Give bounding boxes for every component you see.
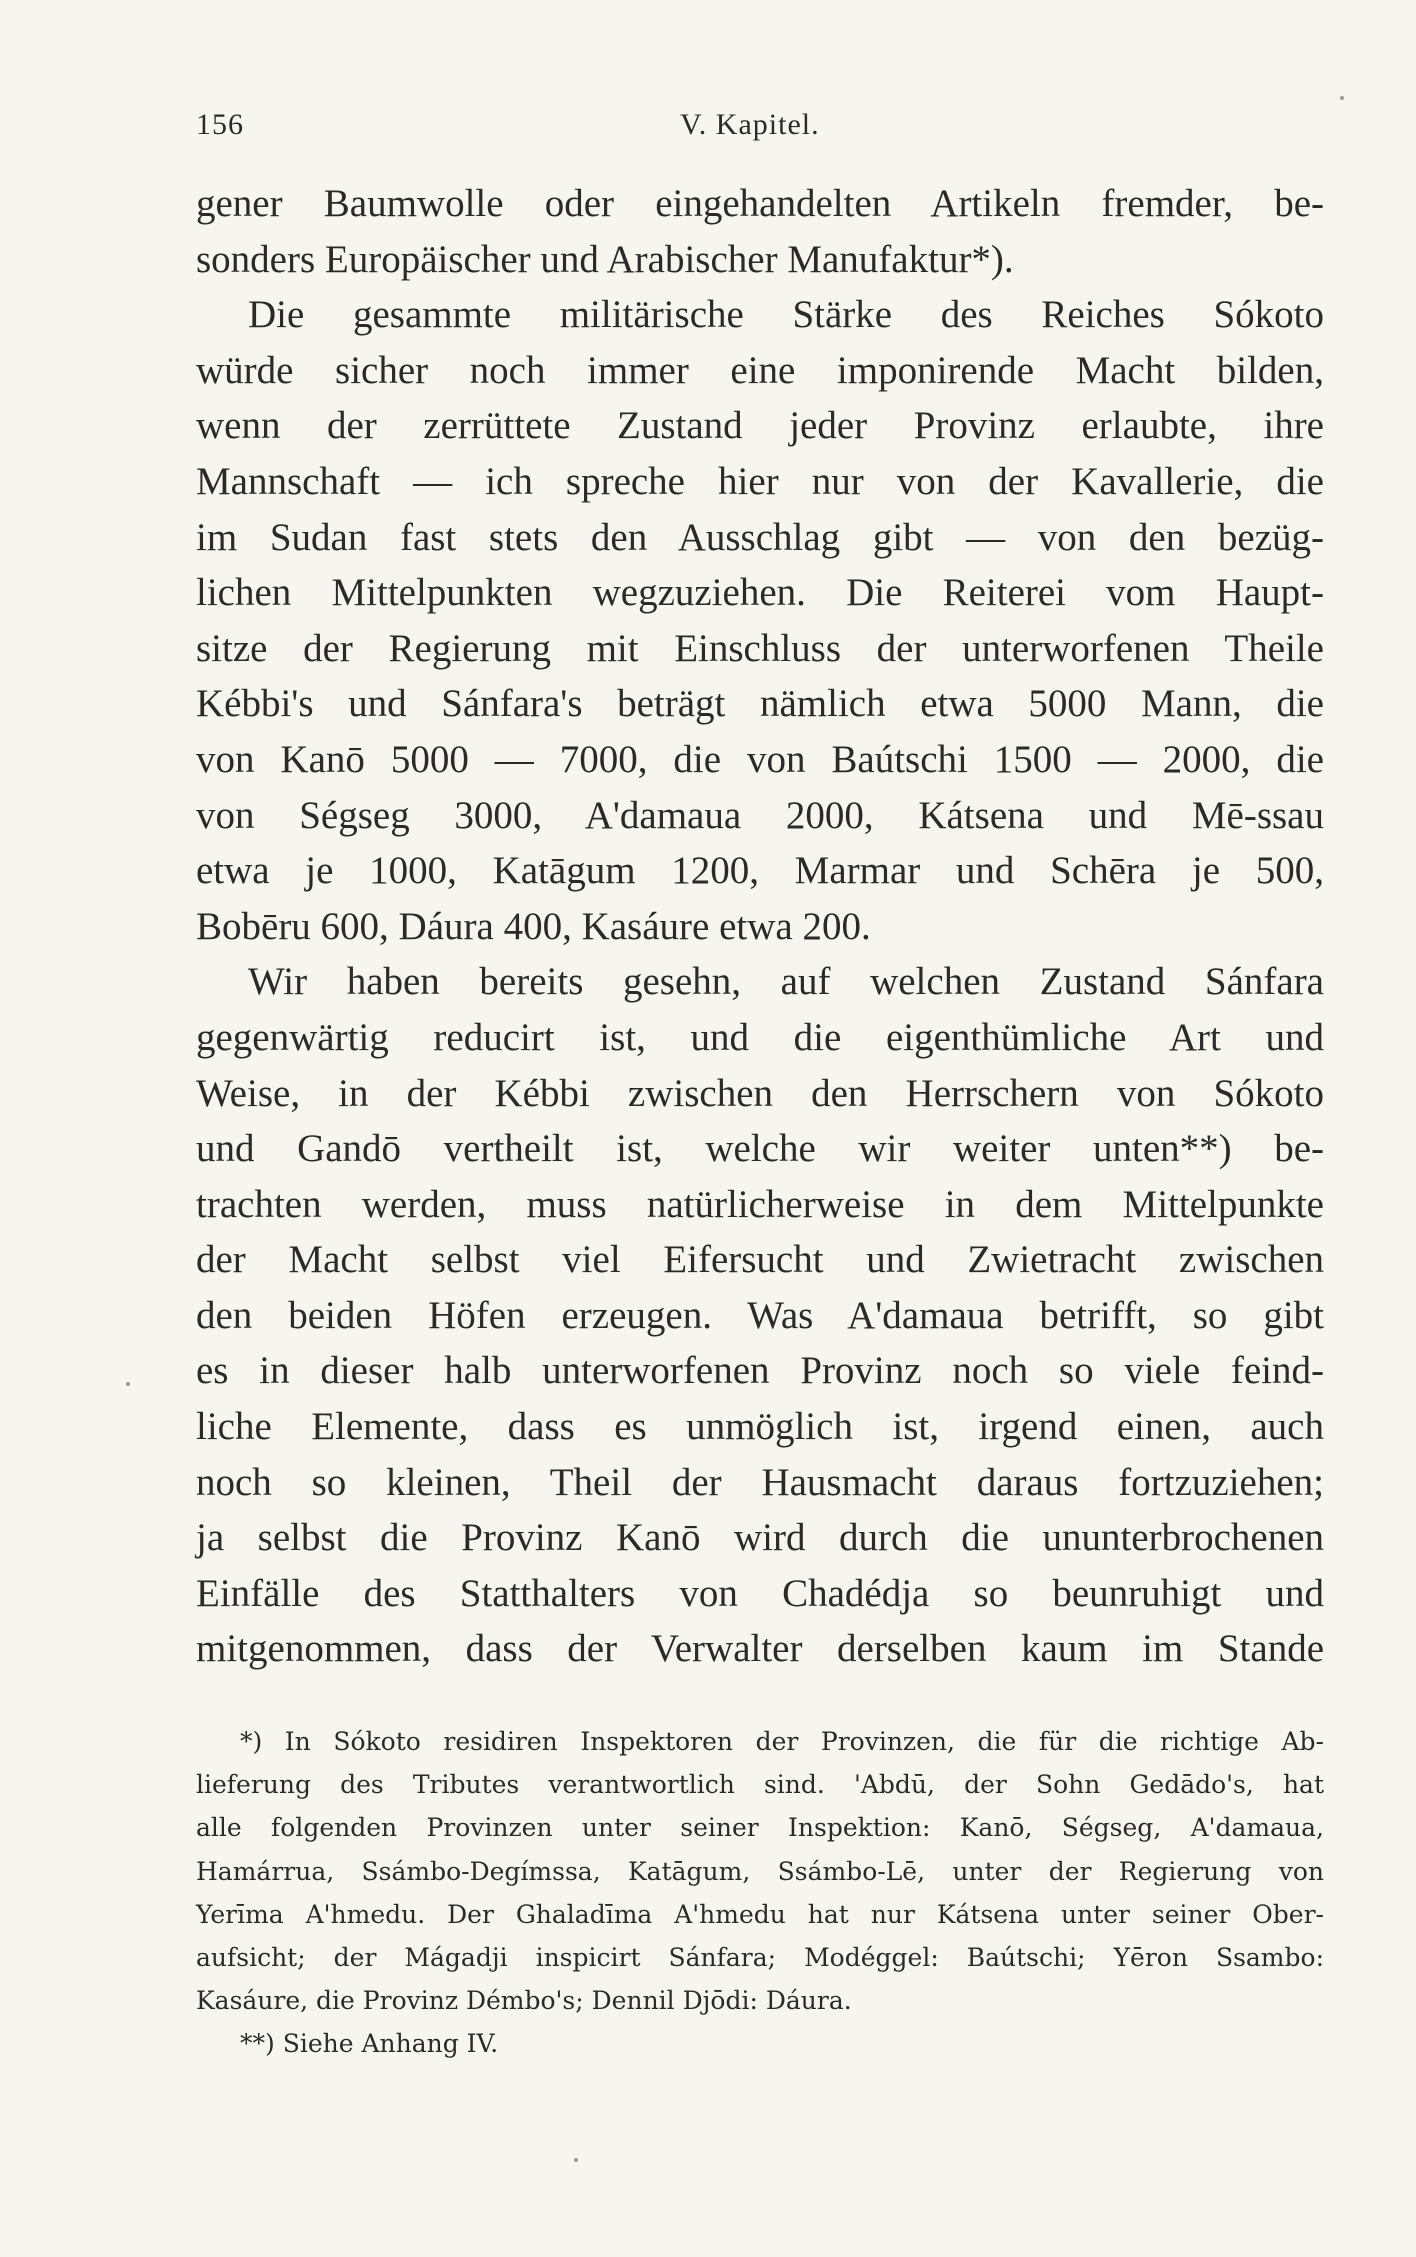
text-line: Kébbi's und Sánfara's beträgt nämlich etwa 5000 Mann, die (196, 682, 1324, 726)
footnote-line: aufsicht; der Mágadji inspicirt Sánfara; Modéggel: Baútschi; Yēron Ssambo: (196, 1942, 1324, 1972)
text-line: Die gesammte militärische Stärke des Reiches Sókoto (248, 293, 1324, 337)
page-number: 156 (196, 108, 244, 141)
text-line: ja selbst die Provinz Kanō wird durch die ununterbrochenen (196, 1516, 1324, 1560)
page-header (196, 108, 1324, 148)
text-line: Einfälle des Statthalters von Chadédja so beunruhigt und (196, 1571, 1324, 1615)
footnote-line: **) Siehe Anhang IV. (240, 2029, 499, 2059)
footnote-line: Yerīma A'hmedu. Der Ghaladīma A'hmedu hat nur Kátsena unter seiner Ober- (196, 1899, 1324, 1929)
text-line: würde sicher noch immer eine imponirende Macht bilden, (196, 348, 1324, 392)
text-line: liche Elemente, dass es unmöglich ist, irgend einen, auch (196, 1405, 1324, 1449)
text-line: Mannschaft — ich spreche hier nur von der Kavallerie, die (196, 459, 1324, 503)
text-line: etwa je 1000, Katāgum 1200, Marmar und Schēra je 500, (196, 849, 1324, 893)
text-line: von Kanō 5000 — 7000, die von Baútschi 1500 — 2000, die (196, 737, 1324, 781)
text-line: sonders Europäischer und Arabischer Manufaktur*). (196, 237, 1014, 281)
text-line: Weise, in der Kébbi zwischen den Herrschern von Sókoto (196, 1071, 1324, 1115)
paper-speck (1340, 96, 1344, 100)
paper-speck (574, 2158, 578, 2162)
footnote-line: *) In Sókoto residiren Inspektoren der Provinzen, die für die richtige Ab- (240, 1727, 1324, 1756)
text-line: noch so kleinen, Theil der Hausmacht daraus fortzuziehen; (196, 1460, 1324, 1504)
text-line: und Gandō vertheilt ist, welche wir weiter unten**) be- (196, 1127, 1324, 1171)
footnote-line: alle folgenden Provinzen unter seiner Inspektion: Kanō, Ségseg, A'damaua, (196, 1813, 1324, 1843)
footnote-line: Kasáure, die Provinz Démbo's; Dennil Djōdi: Dáura. (196, 1986, 852, 2016)
text-line: gener Baumwolle oder eingehandelten Artikeln fremder, be- (196, 182, 1324, 225)
text-line: es in dieser halb unterworfenen Provinz noch so viele feind- (196, 1349, 1324, 1393)
text-line: Bobēru 600, Dáura 400, Kasáure etwa 200. (196, 904, 871, 948)
text-line: der Macht selbst viel Eifersucht und Zwietracht zwischen (196, 1238, 1324, 1282)
text-line: sitze der Regierung mit Einschluss der unterworfenen Theile (196, 626, 1324, 670)
text-line: den beiden Höfen erzeugen. Was A'damaua betrifft, so gibt (196, 1293, 1324, 1337)
text-line: gegenwärtig reducirt ist, und die eigenthümliche Art und (196, 1015, 1324, 1059)
footnote-line: Hamárrua, Ssámbo-Degímssa, Katāgum, Ssámbo-Lē, unter der Regierung von (196, 1856, 1324, 1886)
text-line: lichen Mittelpunkten wegzuziehen. Die Reiterei vom Haupt- (196, 571, 1324, 615)
paper-speck (126, 1382, 130, 1386)
footnotes (196, 1720, 1324, 2066)
body-text (196, 176, 1324, 1677)
text-line: wenn der zerrüttete Zustand jeder Provinz erlaubte, ihre (196, 404, 1324, 448)
text-line: im Sudan fast stets den Ausschlag gibt — von den bezüg- (196, 515, 1324, 559)
text-line: Wir haben bereits gesehn, auf welchen Zustand Sánfara (248, 960, 1324, 1004)
footnote-line: lieferung des Tributes verantwortlich sind. 'Abdū, der Sohn Gedādo's, hat (196, 1770, 1324, 1800)
text-line: von Ségseg 3000, A'damaua 2000, Kátsena und Mē-ssau (196, 793, 1324, 837)
running-head: V. Kapitel. (680, 108, 820, 141)
text-line: trachten werden, muss natürlicherweise in dem Mittelpunkte (196, 1182, 1324, 1226)
text-line: mitgenommen, dass der Verwalter derselben kaum im Stande (196, 1627, 1324, 1671)
